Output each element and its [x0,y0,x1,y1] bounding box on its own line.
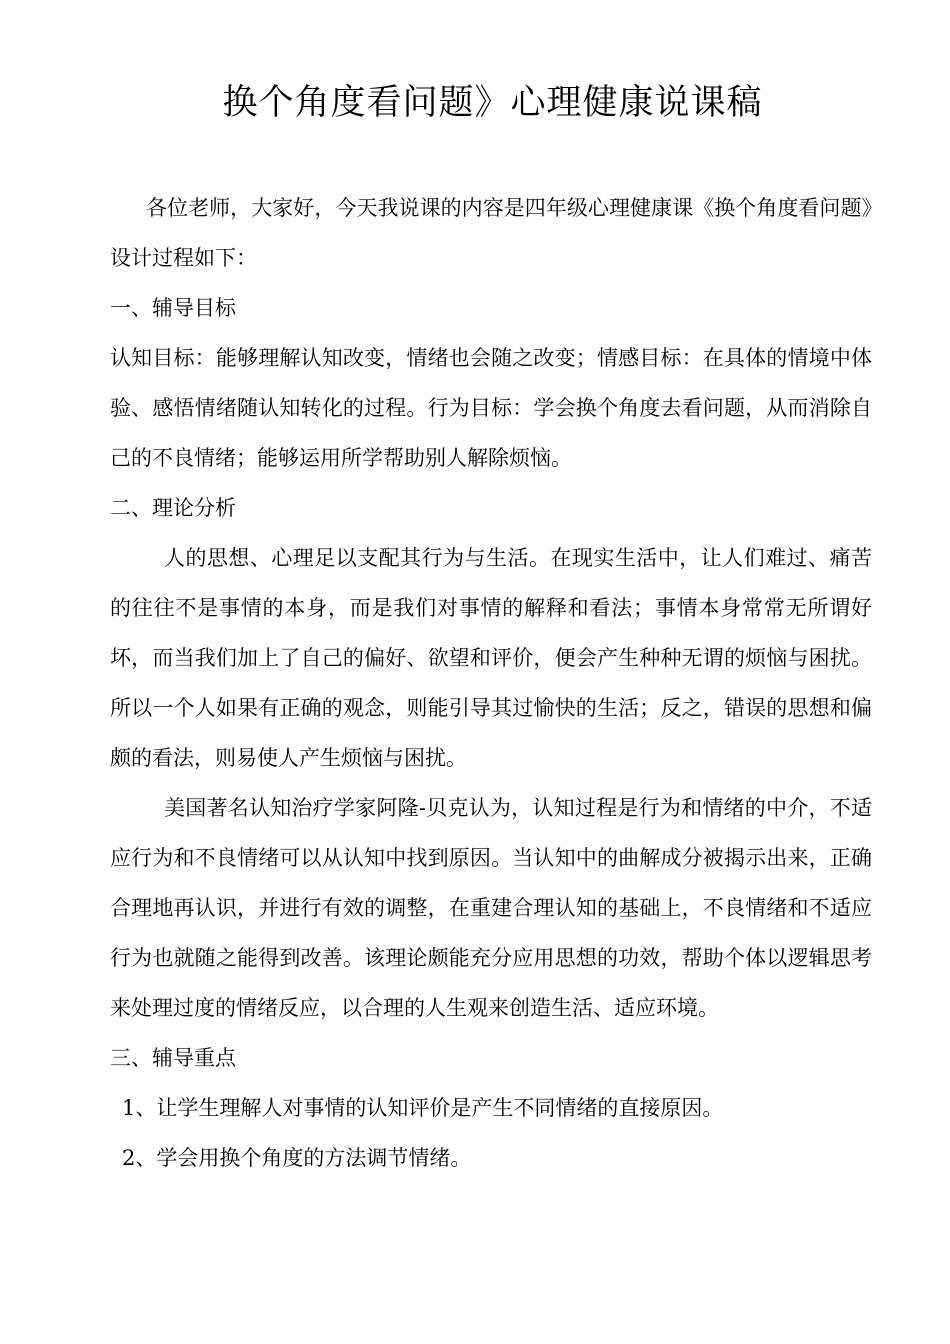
section-heading-focus: 三、辅导重点 [110,1046,236,1070]
intro-paragraph: 各位老师，大家好，今天我说课的内容是四年级心理健康课《换个角度看问题》设计过程如下： [110,196,872,270]
focus-list-item-2: 2、学会用换个角度的方法调节情绪。 [122,1146,472,1170]
section-heading-theory: 二、理论分析 [110,496,236,520]
focus-list-item-1: 1、让学生理解人对事情的认知评价是产生不同情绪的直接原因。 [122,1096,724,1120]
document-title: 换个角度看问题》心理健康说课稿 [222,83,763,123]
theory-paragraph-2: 美国著名认知治疗学家阿隆-贝克认为，认知过程是行为和情绪的中介，不适应行为和不良情绪可以从认知中找到原因。当认知中的曲解成分被揭示出来，正确合理地再认识，并进行有效的调整，在重建合理认知的基础上，不良情绪和不适应行为也就随之能得到改善。该理论颇能充分应用思想的功效，帮助个体以逻辑思考来处理过度的情绪反应，以合理的人生观来创造生活、适应环境。 [110,796,872,1020]
document-body [110,183,872,1183]
theory-paragraph-1: 人的思想、心理足以支配其行为与生活。在现实生活中，让人们难过、痛苦的往往不是事情的本身，而是我们对事情的解释和看法；事情本身常常无所谓好坏，而当我们加上了自己的偏好、欲望和评价，便会产生种种无谓的烦恼与困扰。所以一个人如果有正确的观念，则能引导其过愉快的生活；反之，错误的思想和偏颇的看法，则易使人产生烦恼与困扰。 [110,546,872,770]
goals-paragraph: 认知目标：能够理解认知改变，情绪也会随之改变；情感目标：在具体的情境中体验、感悟情绪随认知转化的过程。行为目标：学会换个角度去看问题，从而消除自己的不良情绪；能够运用所学帮助别人解除烦恼。 [110,346,872,470]
section-heading-goals: 一、辅导目标 [110,296,236,320]
